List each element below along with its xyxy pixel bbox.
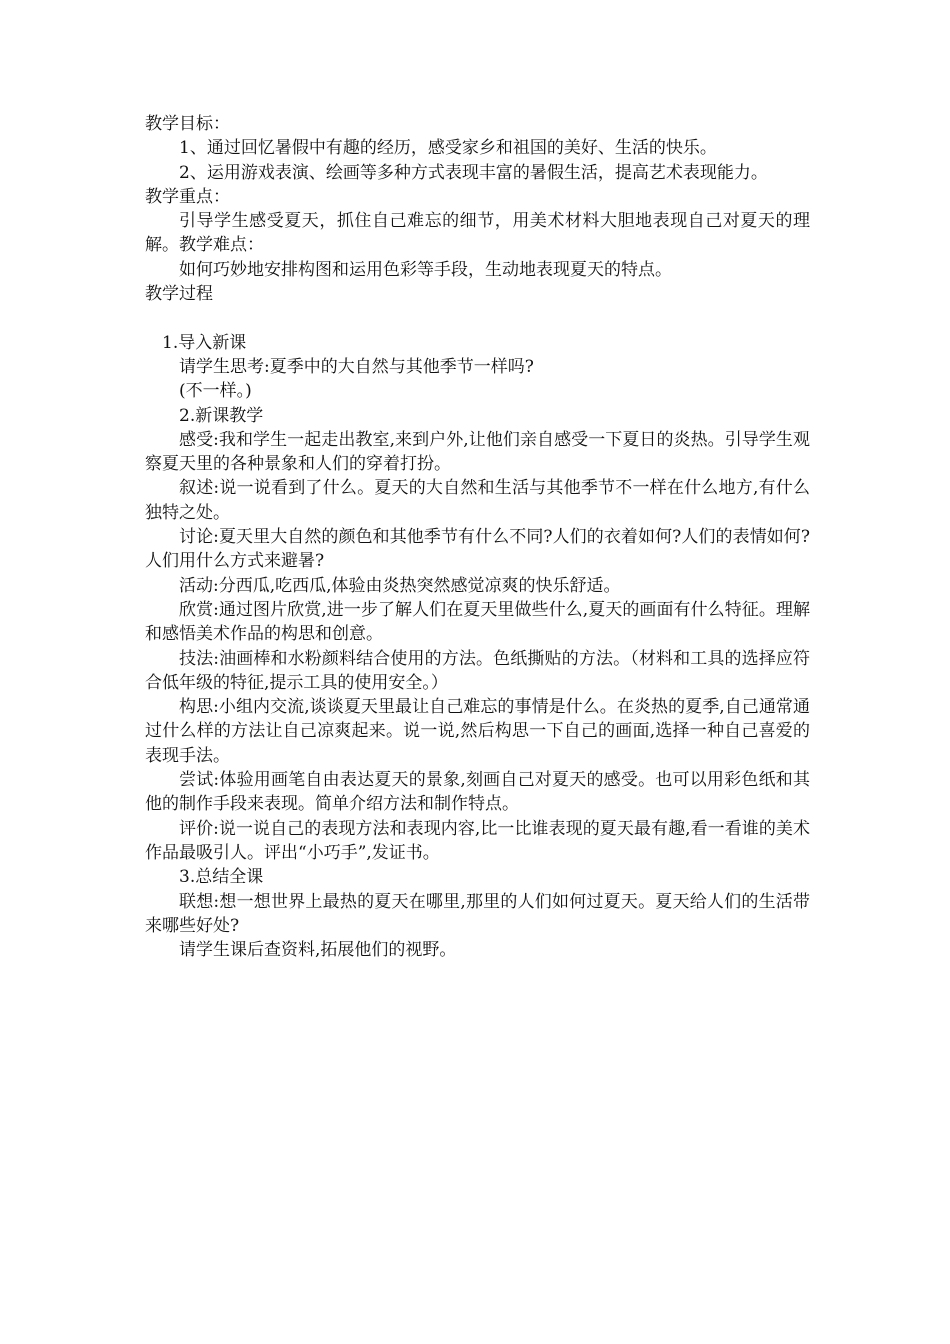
paragraph-narrate: 叙述:说一说看到了什么。夏天的大自然和生活与其他季节不一样在什么地方,有什么独特之处。 [145, 478, 810, 523]
step-1-question: 请学生思考:夏季中的大自然与其他季节一样吗? [179, 356, 534, 377]
key-points-text: 引导学生感受夏天，抓住自己难忘的细节，用美术材料大胆地表现自己对夏天的理解。教学难点： [145, 211, 810, 256]
paragraph-feel: 感受:我和学生一起走出教室,来到户外,让他们亲自感受一下夏日的炎热。引导学生观察夏天里的各种景象和人们的穿着打扮。 [145, 429, 810, 475]
step-2-heading: 2.新课教学 [179, 405, 264, 426]
paragraph-activity: 活动:分西瓜,吃西瓜,体验由炎热突然感觉凉爽的快乐舒适。 [179, 575, 621, 596]
goal-item-1: 1、通过回忆暑假中有趣的经历，感受家乡和祖国的美好、生活的快乐。 [179, 138, 717, 159]
step-3-heading: 3.总结全课 [179, 867, 264, 888]
paragraph-homework: 请学生课后查资料,拓展他们的视野。 [179, 940, 457, 961]
paragraph-evaluate: 评价:说一说自己的表现方法和表现内容,比一比谁表现的夏天最有趣,看一看谁的美术作品最吸引人。评出“小巧手”,发证书。 [145, 818, 810, 863]
paragraph-attempt: 尝试:体验用画笔自由表达夏天的景象,刻画自己对夏天的感受。也可以用彩色纸和其他的制作手段来表现。简单介绍方法和制作特点。 [145, 770, 810, 815]
step-1-heading: 1.导入新课 [162, 332, 247, 353]
difficulty-text: 如何巧妙地安排构图和运用色彩等手段，生动地表现夏天的特点。 [179, 259, 672, 280]
step-1-answer: (不一样。) [179, 381, 252, 402]
key-points-heading: 教学重点： [145, 186, 230, 207]
document-page [145, 112, 810, 962]
process-heading: 教学过程 [145, 284, 213, 305]
paragraph-technique: 技法:油画棒和水粉颜料结合使用的方法。色纸撕贴的方法。（材料和工具的选择应符合低年级的特征,提示工具的使用安全。） [145, 648, 810, 693]
paragraph-appreciate: 欣赏:通过图片欣赏,进一步了解人们在夏天里做些什么,夏天的画面有什么特征。理解和感悟美术作品的构思和创意。 [145, 599, 810, 645]
paragraph-conceive: 构思:小组内交流,谈谈夏天里最让自己难忘的事情是什么。在炎热的夏季,自己通常通过什么样的方法让自己凉爽起来。说一说,然后构思一下自己的画面,选择一种自己喜爱的表现手法。 [145, 697, 810, 766]
paragraph-discuss: 讨论:夏天里大自然的颜色和其他季节有什么不同?人们的衣着如何?人们的表情如何?人们用什么方式来避暑? [145, 527, 810, 572]
paragraph-associate: 联想:想一想世界上最热的夏天在哪里,那里的人们如何过夏天。夏天给人们的生活带来哪些好处? [145, 891, 810, 936]
blank-line [145, 306, 810, 330]
goals-heading: 教学目标： [145, 114, 230, 134]
goal-item-2: 2、运用游戏表演、绘画等多种方式表现丰富的暑假生活，提高艺术表现能力。 [179, 162, 768, 183]
